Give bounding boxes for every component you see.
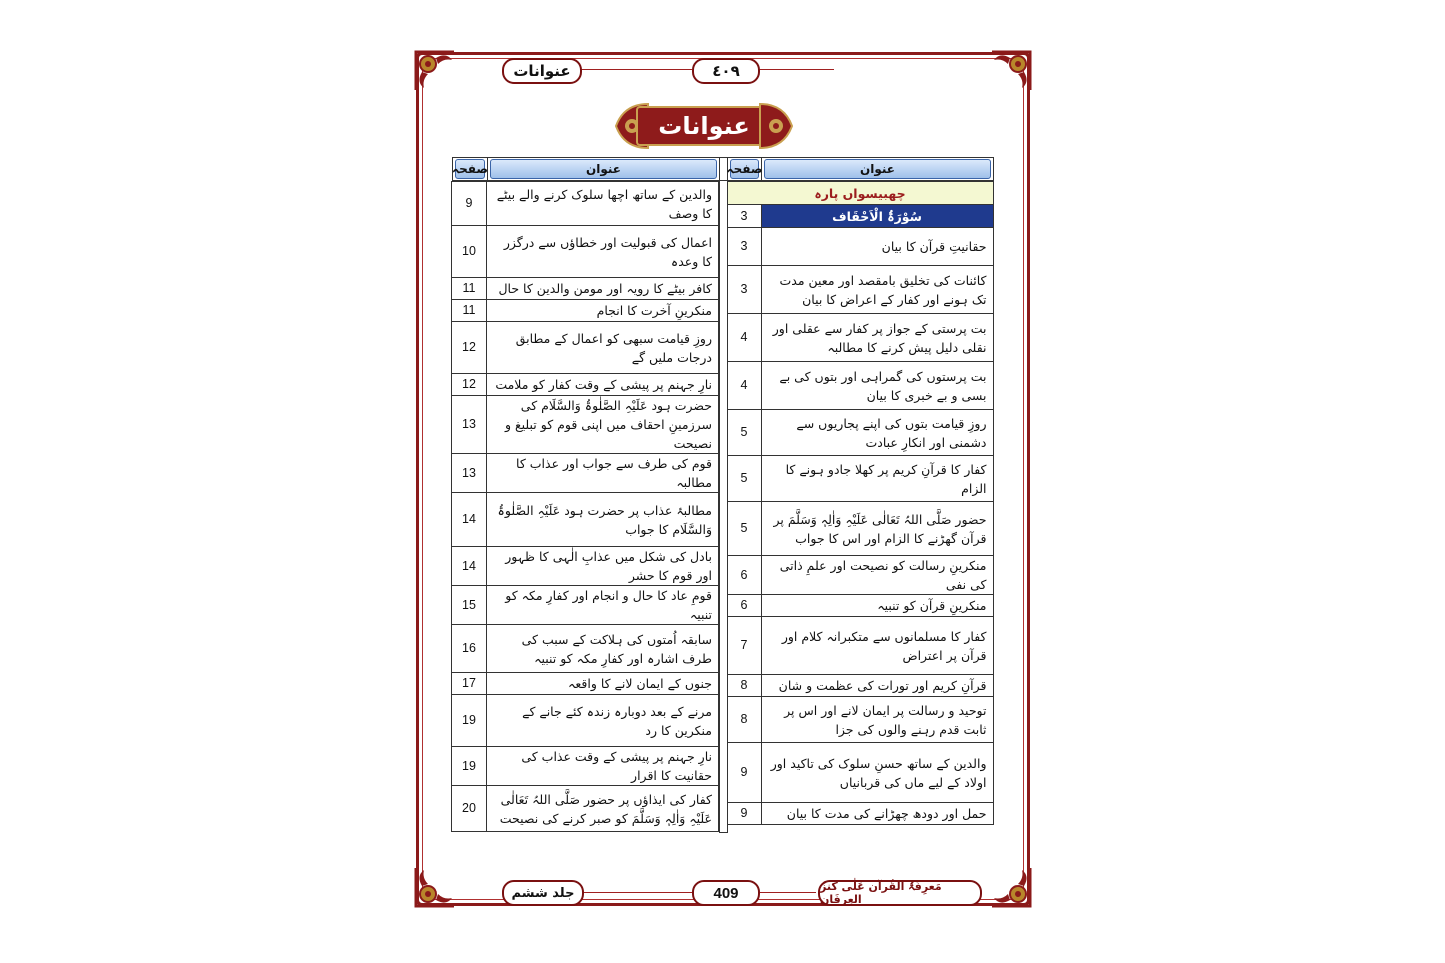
- header-rule: [756, 69, 834, 70]
- header-page-number: ٤٠٩: [692, 58, 760, 84]
- entry-page[interactable]: 13: [452, 454, 487, 493]
- entry-title[interactable]: روزِ قیامت بتوں کی اپنے پجاریوں سے دشمنی اور انکارِ عبادت: [761, 410, 993, 456]
- entry-page[interactable]: 13: [452, 396, 487, 454]
- entry-page[interactable]: 12: [452, 374, 487, 396]
- entry-title[interactable]: منکرینِ قرآن کو تنبیہ: [761, 595, 993, 617]
- title-banner: [610, 100, 798, 152]
- table-row: [727, 675, 993, 697]
- footer-rule: [756, 892, 816, 893]
- corner-ornament-icon: [412, 48, 458, 94]
- entry-page[interactable]: 15: [452, 586, 487, 625]
- entry-page[interactable]: 9: [727, 803, 761, 825]
- entry-title[interactable]: کفار کا مسلمانوں سے متکبرانہ کلام اور قرآن پر اعتراض: [761, 617, 993, 675]
- entry-page[interactable]: 4: [727, 314, 761, 362]
- table-body-row: [453, 181, 994, 833]
- entry-title[interactable]: منکرینِ رسالت کو نصیحت اور علمِ ذاتی کی نفی: [761, 556, 993, 595]
- header-section-title: عنوانات: [502, 58, 582, 84]
- header-title-right: عنوان: [762, 158, 994, 181]
- table-row: [452, 547, 719, 586]
- table-row: [452, 673, 719, 695]
- surah-heading: سُوْرَۃُ الْاَحْقَاف: [761, 205, 993, 228]
- entry-page[interactable]: 14: [452, 547, 487, 586]
- entry-title[interactable]: سابقہ اُمتوں کی ہلاکت کے سبب کی طرف اشارہ اور کفارِ مکہ کو تنبیہ: [487, 625, 719, 673]
- entry-page[interactable]: 19: [452, 695, 487, 747]
- book-page: [412, 48, 1034, 910]
- table-row: [452, 396, 719, 454]
- entry-page[interactable]: 19: [452, 747, 487, 786]
- footer-volume: جلد ششم: [502, 880, 584, 906]
- header-rule: [580, 69, 692, 70]
- table-row: [452, 454, 719, 493]
- table-row: [727, 266, 993, 314]
- entry-page[interactable]: 6: [727, 556, 761, 595]
- table-row: [452, 278, 719, 300]
- entry-page[interactable]: 9: [727, 743, 761, 803]
- entry-title[interactable]: قرآنِ کریم اور تورات کی عظمت و شان: [761, 675, 993, 697]
- header-page-right: صفحہ: [728, 158, 762, 181]
- entry-title[interactable]: والدین کے ساتھ اچھا سلوک کرنے والے بیٹے کا وصف: [487, 182, 719, 226]
- corner-ornament-icon: [988, 48, 1034, 94]
- entry-page[interactable]: 9: [452, 182, 487, 226]
- entry-title[interactable]: جنوں کے ایمان لانے کا واقعہ: [487, 673, 719, 695]
- surah-page: 3: [727, 205, 761, 228]
- table-row: [452, 300, 719, 322]
- entry-page[interactable]: 8: [727, 675, 761, 697]
- table-row: [727, 362, 993, 410]
- table-row: [727, 410, 993, 456]
- entry-title[interactable]: بت پرستی کے جواز پر کفار سے عقلی اور نقلی دلیل پیش کرنے کا مطالبہ: [761, 314, 993, 362]
- table-row: [727, 743, 993, 803]
- table-row: [727, 803, 993, 825]
- table-row: [727, 697, 993, 743]
- entry-page[interactable]: 11: [452, 300, 487, 322]
- entry-title[interactable]: توحید و رسالت پر ایمان لانے اور اس پر ثابت قدم رہنے والوں کی جزا: [761, 697, 993, 743]
- entry-title[interactable]: کافر بیٹے کا رویہ اور مومن والدین کا حال: [487, 278, 719, 300]
- entry-page[interactable]: 3: [727, 228, 761, 266]
- table-row: [452, 493, 719, 547]
- table-row: [452, 374, 719, 396]
- entry-page[interactable]: 4: [727, 362, 761, 410]
- footer-book-title: مَعرِفَۃُ القُرآن عَلٰی کَنزُ العِرفَان: [818, 880, 982, 906]
- table-row: [452, 586, 719, 625]
- entry-page[interactable]: 11: [452, 278, 487, 300]
- entry-page[interactable]: 5: [727, 456, 761, 502]
- entry-title[interactable]: بت پرستوں کی گمراہی اور بتوں کی بے بسی و بے خبری کا بیان: [761, 362, 993, 410]
- entry-title[interactable]: حقانیتِ قرآن کا بیان: [761, 228, 993, 266]
- table-row: [727, 617, 993, 675]
- table-row: [452, 747, 719, 786]
- entry-title[interactable]: منکرینِ آخرت کا انجام: [487, 300, 719, 322]
- table-row: [452, 695, 719, 747]
- entry-page[interactable]: 14: [452, 493, 487, 547]
- table-row: [727, 502, 993, 556]
- para-heading: چھبیسواں پارہ: [727, 182, 993, 205]
- entry-page[interactable]: 8: [727, 697, 761, 743]
- contents-table: [452, 157, 994, 833]
- corner-ornament-icon: [988, 864, 1034, 910]
- entry-title[interactable]: حمل اور دودھ چھڑانے کی مدت کا بیان: [761, 803, 993, 825]
- table-row: [727, 456, 993, 502]
- footer-rule: [582, 892, 692, 893]
- table-row: [452, 322, 719, 374]
- entry-title[interactable]: والدین کے ساتھ حسنِ سلوک کی تاکید اور اولاد کے لیے ماں کی قربانیاں: [761, 743, 993, 803]
- entry-title[interactable]: قومِ عاد کا حال و انجام اور کفارِ مکہ کو تنبیہ: [487, 586, 719, 625]
- footer-page-number: 409: [692, 880, 760, 906]
- entry-title[interactable]: مطالبۂ عذاب پر حضرت ہود عَلَیْہِ الصَّلٰوۃُ وَالسَّلَام کا جواب: [487, 493, 719, 547]
- table-row: [452, 625, 719, 673]
- entry-title[interactable]: روزِ قیامت سبھی کو اعمال کے مطابق درجات ملیں گے: [487, 322, 719, 374]
- entry-title[interactable]: کفار کا قرآنِ کریم پر کھلا جادو ہونے کا الزام: [761, 456, 993, 502]
- entry-page[interactable]: 5: [727, 502, 761, 556]
- entry-page[interactable]: 6: [727, 595, 761, 617]
- entry-title[interactable]: حضرت ہود عَلَیْہِ الصَّلٰوۃُ وَالسَّلَام کی سرزمینِ احقاف میں اپنی قوم کو تبلیغ و نصیحت: [487, 396, 719, 454]
- table-row: [727, 556, 993, 595]
- entry-page[interactable]: 5: [727, 410, 761, 456]
- entry-page[interactable]: 20: [452, 786, 487, 832]
- corner-ornament-icon: [412, 864, 458, 910]
- entry-title[interactable]: نارِ جہنم پر پیشی کے وقت کفار کو ملامت: [487, 374, 719, 396]
- entry-page[interactable]: 17: [452, 673, 487, 695]
- entry-page[interactable]: 10: [452, 226, 487, 278]
- entry-title[interactable]: نارِ جہنم پر پیشی کے وقت عذاب کی حقانیت کا اقرار: [487, 747, 719, 786]
- entry-page[interactable]: 3: [727, 266, 761, 314]
- table-row: [452, 786, 719, 832]
- entry-page[interactable]: 12: [452, 322, 487, 374]
- entry-title[interactable]: بادل کی شکل میں عذابِ الٰہی کا ظہور اور قوم کا حشر: [487, 547, 719, 586]
- table-row: [452, 182, 719, 226]
- table-row: [727, 314, 993, 362]
- entry-page[interactable]: 16: [452, 625, 487, 673]
- table-header-row: [453, 158, 994, 181]
- entry-title[interactable]: کائنات کی تخلیق بامقصد اور معین مدت تک ہونے اور کفار کے اعراض کا بیان: [761, 266, 993, 314]
- entry-title[interactable]: قوم کی طرف سے جواب اور عذاب کا مطالبہ: [487, 454, 719, 493]
- entry-title[interactable]: اعمال کی قبولیت اور خطاؤں سے درگزر کا وعدہ: [487, 226, 719, 278]
- header-title-left: عنوان: [488, 158, 720, 181]
- table-row: [727, 595, 993, 617]
- entry-title[interactable]: کفار کی ایذاؤں پر حضور صَلَّی اللہُ تَعَالٰی عَلَیْہِ وَاٰلِہٖ وَسَلَّمَ کو صبر کرنے کی نصیحت: [487, 786, 719, 832]
- table-row: [727, 228, 993, 266]
- entry-title[interactable]: مرنے کے بعد دوبارہ زندہ کئے جانے کے منکرین کا رد: [487, 695, 719, 747]
- entry-page[interactable]: 7: [727, 617, 761, 675]
- banner-title: عنوانات: [658, 112, 750, 140]
- table-row: [452, 226, 719, 278]
- header-page-left: صفحہ: [453, 158, 488, 181]
- entry-title[interactable]: حضور صَلَّی اللہُ تَعَالٰی عَلَیْہِ وَاٰلِہٖ وَسَلَّمَ پر قرآن گھڑنے کا الزام اور اس کا جواب: [761, 502, 993, 556]
